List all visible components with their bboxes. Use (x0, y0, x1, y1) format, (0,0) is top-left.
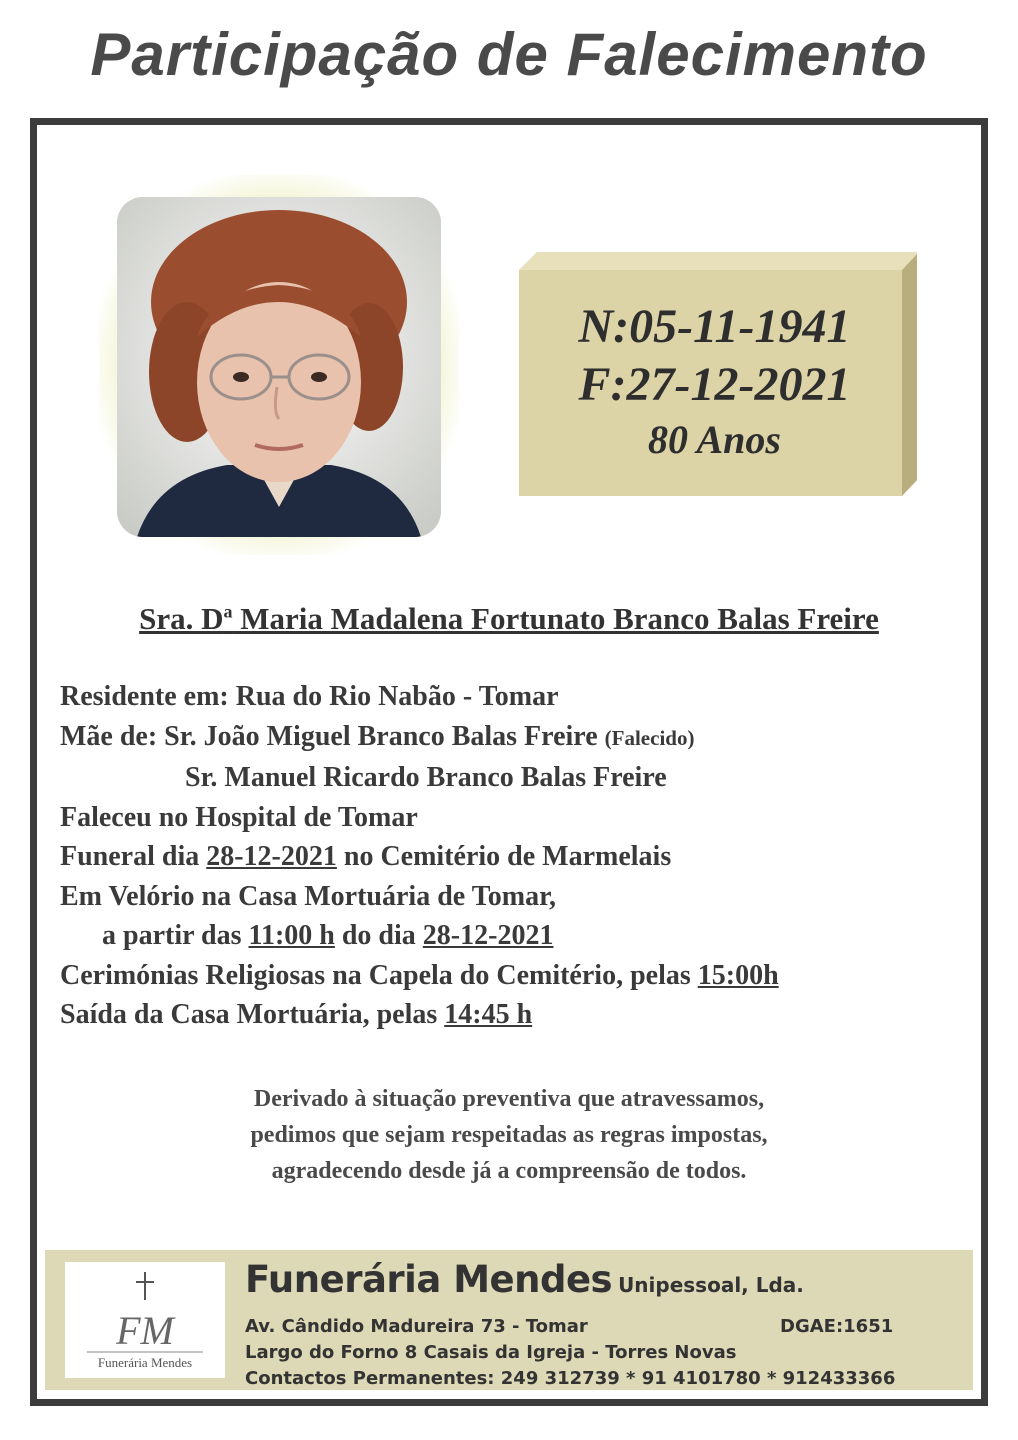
wake-line: Em Velório na Casa Mortuária de Tomar, (60, 880, 556, 912)
dates-plaque (517, 250, 907, 490)
funeral-details (60, 677, 960, 1035)
birth-date: N:05-11-1941 (578, 300, 851, 353)
announcement-frame (30, 118, 988, 1406)
portrait-photo (117, 197, 441, 537)
deceased-name: Sra. $D^a$ Maria Madalena Fortunato Branco Balas Freire (139, 601, 879, 636)
monogram-text: FM (116, 1308, 174, 1353)
dgae-number: DGAE:1651 (780, 1316, 894, 1337)
death-date: F:27-12-2021 (578, 358, 851, 411)
departure-line: Saída da Casa Mortuária, pelas 14:45 h (60, 999, 533, 1030)
funeral-line: Funeral dia 28-12-2021 no Cemitério de Marmelais (60, 841, 672, 872)
covid-notice (37, 1081, 981, 1189)
mother-of-line: Mãe de: Sr. João Miguel Branco Balas Freire (Falecido) (60, 720, 695, 752)
age: 80 Anos (647, 417, 781, 462)
ceremony-line: Cerimónias Religiosas na Capela do Cemitério, pelas 15:00h (60, 959, 779, 991)
funeral-home-footer (45, 1250, 973, 1390)
company-name: Funerária Mendes Unipessoal, Lda. (245, 1258, 804, 1301)
address-tomar: Av. Cândido Madureira 73 - Tomar (245, 1316, 588, 1337)
notice-line: Derivado à situação preventiva que atravessamos, (253, 1086, 765, 1112)
notice-line: pedimos que sejam respeitadas as regras impostas, (250, 1122, 768, 1148)
wake-time-line: a partir das 11:00 h do dia 28-12-2021 (102, 920, 554, 951)
wake-date: 28-12-2021 (422, 920, 554, 951)
notice-line: agradecendo desde já a compreensão de todos. (271, 1158, 747, 1184)
page-title: Participação de Falecimento (90, 21, 928, 88)
place-of-death-line: Faleceu no Hospital de Tomar (60, 801, 418, 833)
wake-time: 11:00 h (248, 920, 335, 951)
logo-caption: Funerária Mendes (97, 1355, 193, 1370)
funeral-date: 28-12-2021 (206, 841, 337, 872)
address-torres-novas: Largo do Forno 8 Casais da Igreja - Torres Novas (245, 1342, 737, 1363)
departure-time: 14:45 h (444, 999, 533, 1030)
ceremony-time: 15:00h (697, 959, 779, 991)
contacts-line: Contactos Permanentes: 249 312739 * 91 4101780 * 912433366 (245, 1368, 896, 1389)
company-suffix: Unipessoal, Lda. (618, 1273, 804, 1297)
funeral-home-logo (65, 1262, 225, 1378)
son-line: Sr. Manuel Ricardo Branco Balas Freire (185, 762, 667, 793)
residence-line: Residente em: Rua do Rio Nabão - Tomar (60, 681, 559, 712)
deceased-note: (Falecido) (604, 725, 695, 750)
